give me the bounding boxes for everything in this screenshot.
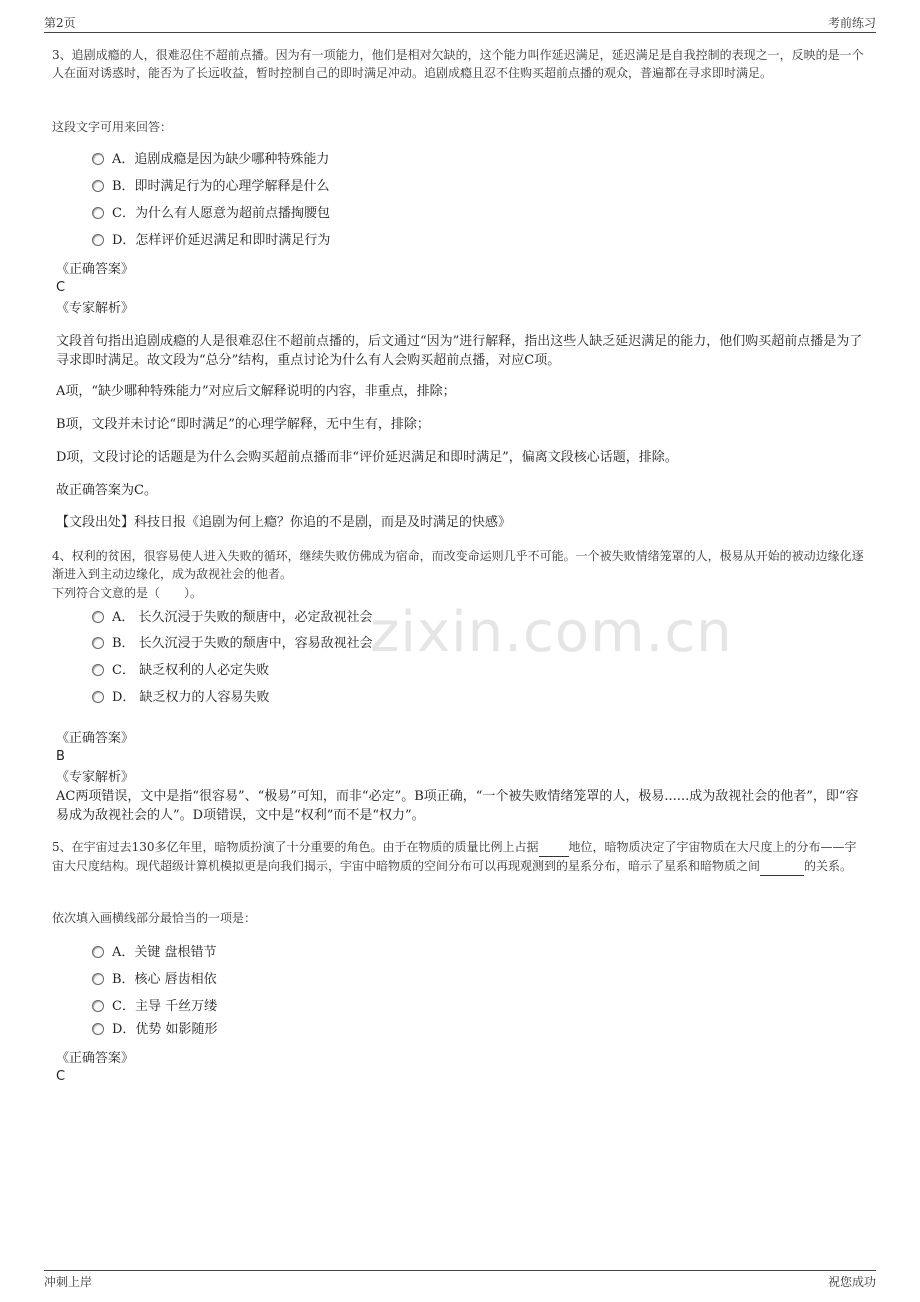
q4-option-b[interactable]: B． 长久沉浸于失败的颓唐中，容易敌视社会 xyxy=(92,635,373,653)
radio-icon[interactable] xyxy=(92,153,104,165)
radio-icon[interactable] xyxy=(92,1023,104,1035)
q4-answer: B xyxy=(56,749,65,764)
q5-answer: C xyxy=(56,1069,66,1084)
q4-prompt: 下列符合文意的是（ ）。 xyxy=(52,586,203,600)
radio-icon[interactable] xyxy=(92,234,104,246)
q3-analysis-3: B项，文段并未讨论“即时满足”的心理学解释，无中生有，排除； xyxy=(56,417,430,432)
q4-stem: 4、权利的贫困，很容易使人进入失败的循环，继续失败仿佛成为宿命，而改变命运则几乎不可能。一个被失败情绪笼罩的人，极易从开始的被动边缘化逐渐进入到主动边缘化，成为敌视社会的他者。 xyxy=(52,549,864,581)
q3-analysis-5: 故正确答案为C。 xyxy=(56,483,157,498)
blank-1 xyxy=(539,838,569,857)
q5-prompt: 依次填入画横线部分最恰当的一项是： xyxy=(52,911,257,925)
q4-option-d[interactable]: D． 缺乏权力的人容易失败 xyxy=(92,689,270,707)
q3-option-a[interactable]: A．追剧成瘾是因为缺少哪种特殊能力 xyxy=(92,151,329,169)
q5-stem: 5、在宇宙过去130多亿年里，暗物质扮演了十分重要的角色。由于在物质的质量比例上占据 地位，暗物质决定了宇宙物质在大尺度上的分布——宇宙大尺度结构。现代超级计算机模拟更是向我们揭示，宇宙中暗物质的空间分布可以再现观测到的星系分布，暗示了星系和暗物质之间 的关系。 xyxy=(52,838,868,876)
q5-option-c[interactable]: C．主导 千丝万缕 xyxy=(92,998,217,1016)
q4-option-a[interactable]: A． 长久沉浸于失败的颓唐中，必定敌视社会 xyxy=(92,609,373,627)
radio-icon[interactable] xyxy=(92,611,104,623)
q3-option-d[interactable]: D．怎样评价延迟满足和即时满足行为 xyxy=(92,232,330,250)
q3-prompt: 这段文字可用来回答： xyxy=(52,120,173,134)
radio-icon[interactable] xyxy=(92,664,104,676)
q4-analysis: AC两项错误，文中是指“很容易”、“极易”可知，而非“必定”。B项正确，“一个被失败情绪笼罩的人，极易......成为敌视社会的他者”，即“容易成为敌视社会的人”。D项错误，文中是“权利”而不是“权力”。 xyxy=(56,789,859,823)
q3-answer-label: 《正确答案》 xyxy=(56,262,135,277)
header-title: 考前练习 xyxy=(827,16,876,30)
radio-icon[interactable] xyxy=(92,973,104,985)
page-footer xyxy=(44,1270,876,1289)
q3-option-c[interactable]: C．为什么有人愿意为超前点播掏腰包 xyxy=(92,205,330,223)
radio-icon[interactable] xyxy=(92,691,104,703)
q3-analysis-2: A项，“缺少哪种特殊能力”对应后文解释说明的内容，非重点，排除； xyxy=(56,384,456,399)
q4-analysis-label: 《专家解析》 xyxy=(56,770,135,785)
q3-analysis-4: D项，文段讨论的话题是为什么会购买超前点播而非“评价延迟满足和即时满足”，偏离文段核心话题，排除。 xyxy=(56,450,678,465)
q4-option-c[interactable]: C． 缺乏权利的人必定失败 xyxy=(92,662,269,680)
q4-answer-label: 《正确答案》 xyxy=(56,731,135,746)
q3-analysis-1: 文段首句指出追剧成瘾的人是很难忍住不超前点播的，后文通过“因为”进行解释，指出这些人缺乏延迟满足的能力，他们购买超前点播是为了寻求即时满足。故文段为“总分”结构，重点讨论为什么有人会购买超前点播，对应C项。 xyxy=(56,334,863,368)
radio-icon[interactable] xyxy=(92,207,104,219)
q3-analysis-label: 《专家解析》 xyxy=(56,301,135,316)
radio-icon[interactable] xyxy=(92,637,104,649)
footer-right: 祝您成功 xyxy=(827,1275,876,1289)
q5-option-a[interactable]: A．关键 盘根错节 xyxy=(92,944,217,962)
blank-2 xyxy=(760,857,804,876)
q3-source: 【文段出处】科技日报《追剧为何上瘾？你追的不是剧，而是及时满足的快感》 xyxy=(56,515,512,530)
q5-answer-label: 《正确答案》 xyxy=(56,1051,135,1066)
watermark: zixin.com.cn xyxy=(370,600,733,665)
page-number: 第2页 xyxy=(44,16,76,30)
radio-icon[interactable] xyxy=(92,946,104,958)
q3-option-b[interactable]: B．即时满足行为的心理学解释是什么 xyxy=(92,178,330,196)
radio-icon[interactable] xyxy=(92,1000,104,1012)
radio-icon[interactable] xyxy=(92,180,104,192)
q5-option-b[interactable]: B．核心 唇齿相依 xyxy=(92,971,217,989)
q3-stem: 3、追剧成瘾的人，很难忍住不超前点播。因为有一项能力，他们是相对欠缺的，这个能力叫作延迟满足，延迟满足是自我控制的表现之一，反映的是一个人在面对诱惑时，能否为了长远收益，暂时控制自己的即时满足冲动。追剧成瘾且忍不住购买超前点播的观众，普遍都在寻求即时满足。 xyxy=(52,48,864,80)
q3-answer: C xyxy=(56,280,66,295)
page-header xyxy=(44,14,876,33)
q5-option-d[interactable]: D．优势 如影随形 xyxy=(92,1021,218,1039)
footer-left: 冲刺上岸 xyxy=(44,1275,93,1289)
